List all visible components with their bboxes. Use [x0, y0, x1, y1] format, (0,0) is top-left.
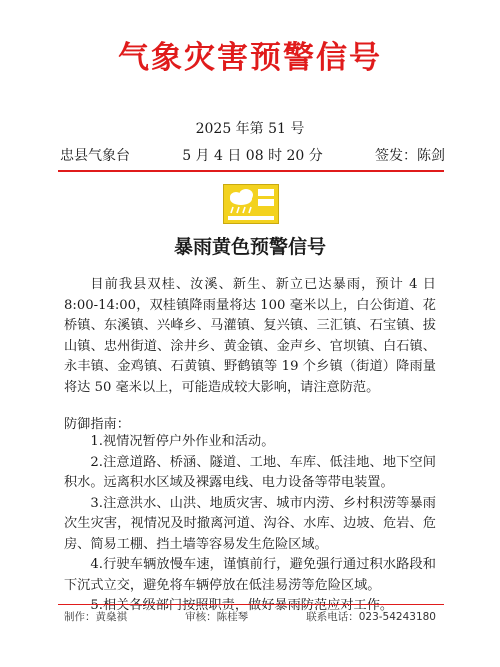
contact-phone: 联系电话：023-54243180 — [306, 611, 436, 623]
signal-name: 暴雨黄色预警信号 — [173, 236, 326, 258]
signer: 签发：陈剑 — [374, 148, 445, 164]
measure-item: 3.注意洪水、山洪、地质灾害、城市内涝、乡村积涝等暴雨次生灾害，视情况及时撤离河道、沟谷、水库、边坡、危岩、危房、简易工棚、挡土墙等容易发生危险区域。 — [64, 495, 436, 552]
rainstorm-yellow-icon — [223, 184, 279, 224]
warning-paragraph: 目前我县双桂、汝溪、新生、新立已达暴雨，预计 4 日 8:00-14:00，双桂镇降雨量将达 100 毫米以上，白公街道、花桥镇、东溪镇、兴峰乡、马灌镇、复兴镇、三汇镇、石宝镇、拔山镇、忠州街道、涂井乡、黄金镇、金声乡、官坝镇、白石镇、永丰镇、金鸡镇、石黄镇、野鹤镇等 19 个乡镇（街道）降雨量将达 50 毫米以上，可能造成较大影响，请注意防范。 — [64, 277, 436, 395]
footer-divider — [58, 604, 444, 605]
issue-number: 2025 年第 51 号 — [195, 121, 305, 137]
measure-item: 4.行驶车辆放慢车速，谨慎前行，避免强行通过积水路段和下沉式立交，避免将车辆停放在低洼易涝等危险区域。 — [64, 557, 436, 593]
defense-guide-title: 防御指南： — [64, 417, 130, 432]
defense-measures — [64, 432, 436, 617]
producer: 制作：黄燊祺 — [64, 611, 127, 623]
issue-datetime: 5 月 4 日 08 时 20 分 — [182, 148, 323, 164]
header-divider — [58, 170, 444, 172]
reviewer: 审核：陈桂琴 — [185, 611, 249, 623]
measure-item: 5.相关各级部门按照职责，做好暴雨防范应对工作。 — [90, 598, 394, 613]
footer — [64, 609, 436, 624]
rainstorm-yellow-icon-graphic — [224, 185, 278, 223]
issue-meta-row — [60, 145, 445, 165]
measure-item: 1.视情况暂停户外作业和活动。 — [90, 434, 275, 449]
measure-item: 2.注意道路、桥涵、隧道、工地、车库、低洼地、地下空间积水。远离积水区域及裸露电线、电力设备等带电装置。 — [64, 454, 436, 490]
issuer: 忠县气象台 — [60, 148, 130, 164]
document-title: 气象灾害预警信号 — [118, 40, 382, 76]
